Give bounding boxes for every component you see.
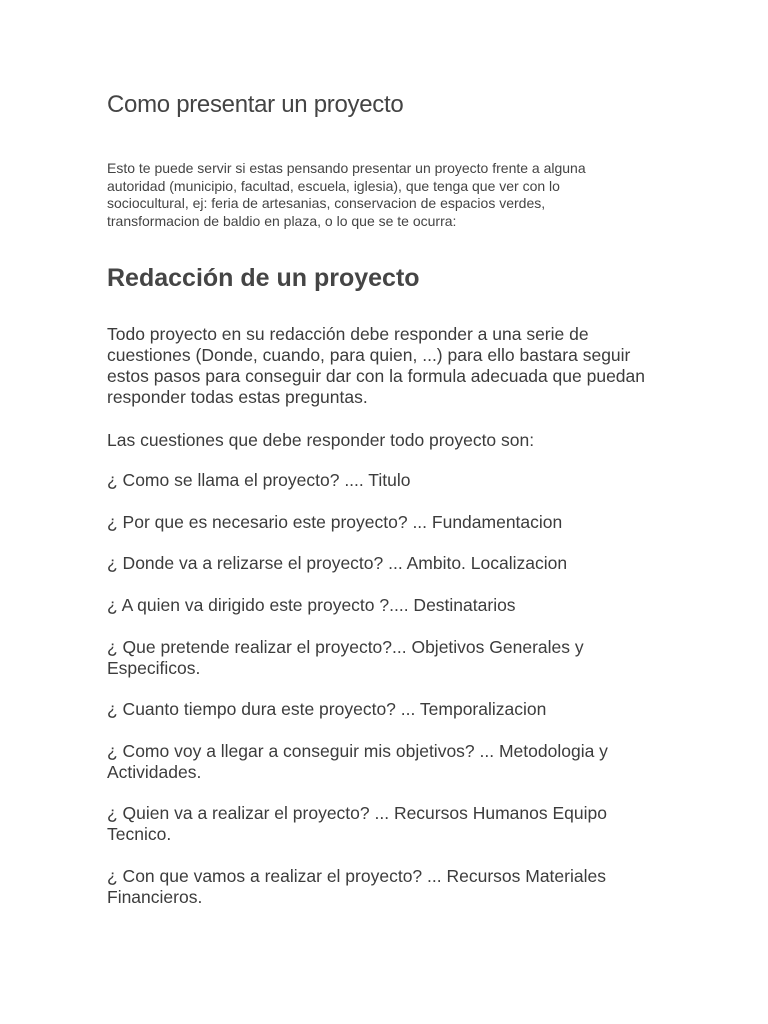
question-item: ¿ Quien va a realizar el proyecto? ... Recursos Humanos Equipo Tecnico. [107, 803, 607, 844]
lead-paragraph: Las cuestiones que debe responder todo proyecto son: [107, 430, 535, 450]
body-paragraph: Todo proyecto en su redacción debe responder a una serie de cuestiones (Donde, cuando, para quien, ...) para ello bastara seguir estos pasos para conseguir dar con la formula adecuada que puedan responder todas estas preguntas. [107, 324, 646, 407]
section-heading: Redacción de un proyecto [107, 264, 420, 292]
question-item: ¿ Con que vamos a realizar el proyecto? ... Recursos Materiales Financieros. [107, 866, 606, 907]
question-item: ¿ Por que es necesario este proyecto? ... Fundamentacion [107, 512, 563, 532]
question-item: ¿ Como voy a llegar a conseguir mis objetivos? ... Metodologia y Actividades. [107, 741, 608, 782]
question-item: ¿ Que pretende realizar el proyecto?... Objetivos Generales y Especificos. [107, 637, 584, 678]
question-item: ¿ Como se llama el proyecto? .... Titulo [107, 470, 411, 490]
intro-paragraph: Esto te puede servir si estas pensando presentar un proyecto frente a alguna autoridad (municipio, facultad, escuela, iglesia), que tenga que ver con lo sociocultural, ej: feria de artesanias, conservacion de espacios verdes, transformacion de baldio en plaza, o lo que se te ocurra: [107, 160, 586, 229]
page-title: Como presentar un proyecto [107, 91, 404, 118]
question-item: ¿ A quien va dirigido este proyecto ?.... Destinatarios [107, 595, 516, 615]
question-item: ¿ Cuanto tiempo dura este proyecto? ... Temporalizacion [107, 699, 547, 719]
question-item: ¿ Donde va a relizarse el proyecto? ... Ambito. Localizacion [107, 553, 568, 573]
